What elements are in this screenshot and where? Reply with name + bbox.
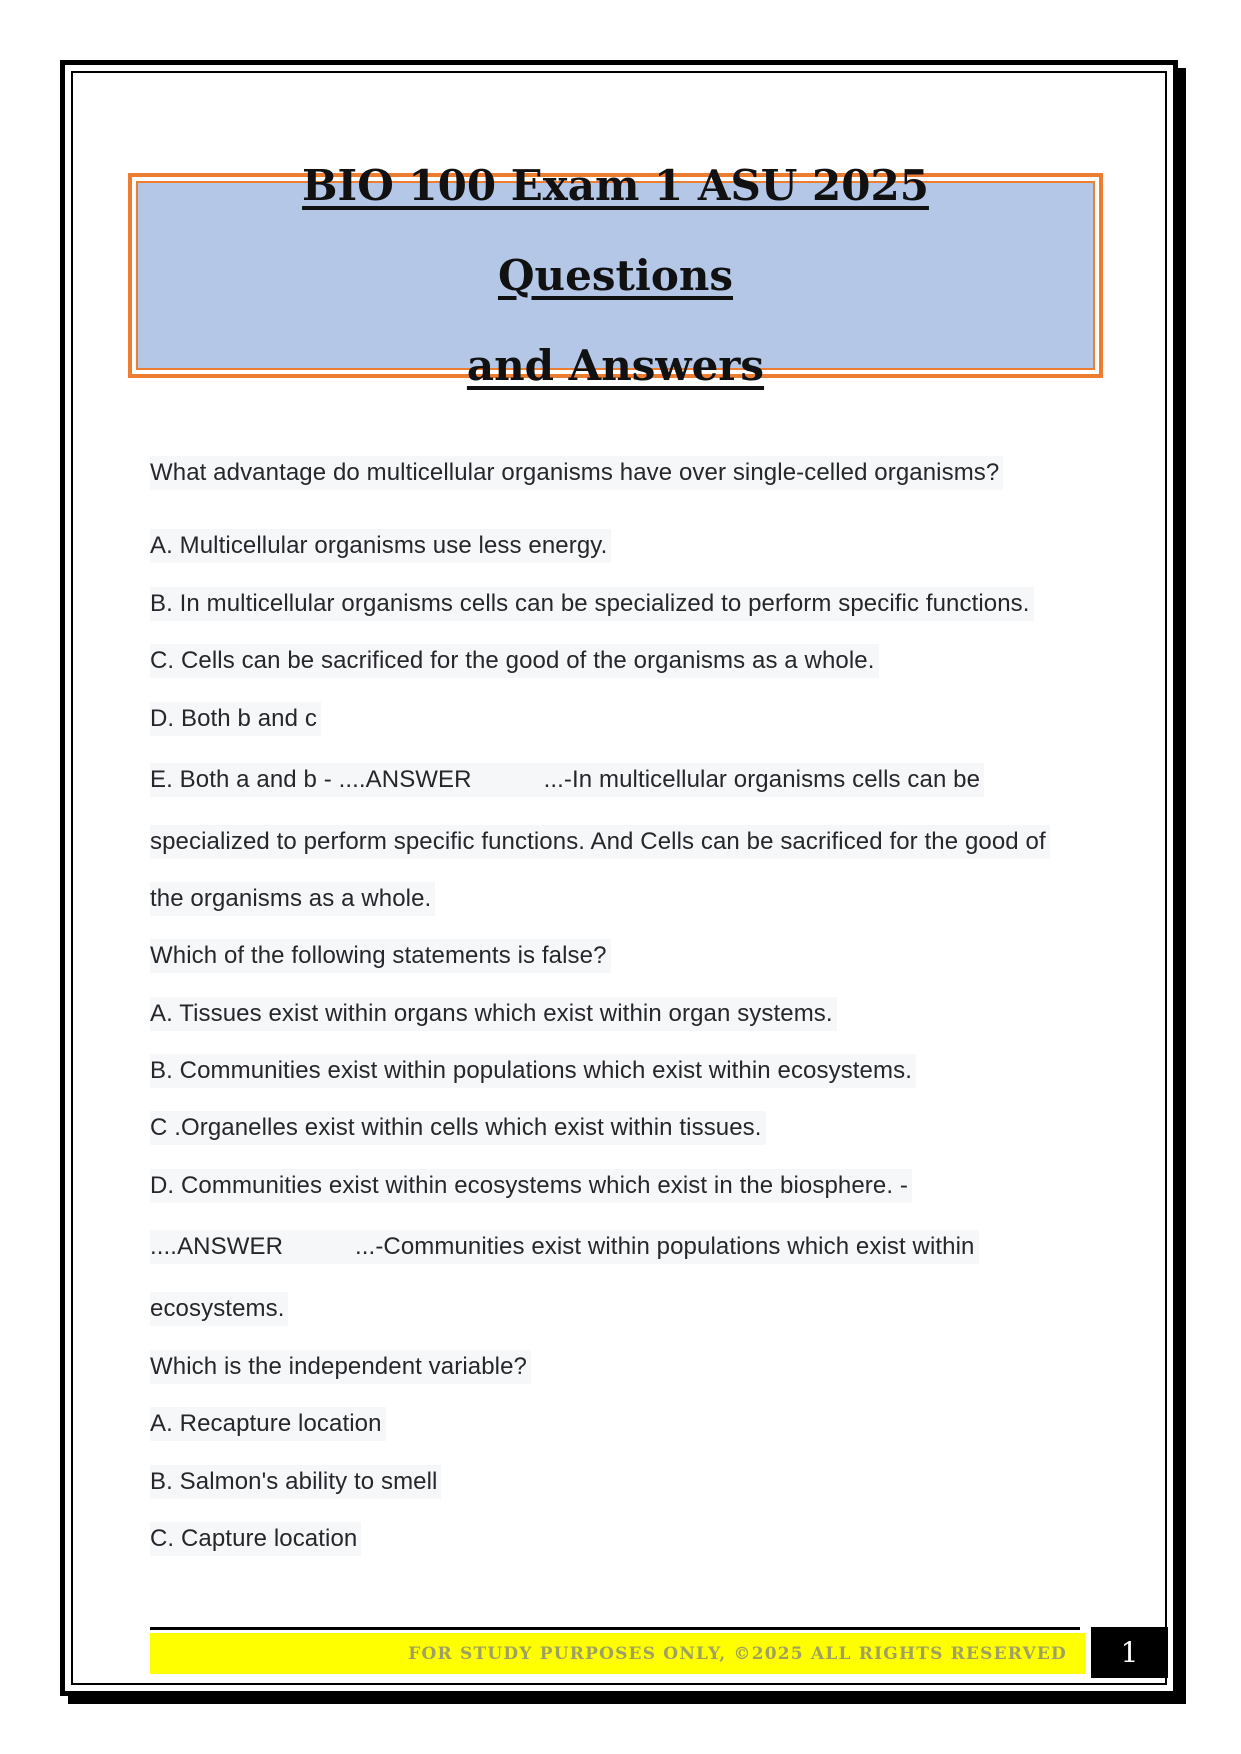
title-box-fill	[136, 160, 1095, 390]
option: B. Communities exist within populations which exist within ecosystems.	[150, 1054, 916, 1088]
question-text: What advantage do multicellular organisms have over single-celled organisms?	[150, 456, 1003, 490]
option: B. Salmon's ability to smell	[150, 1465, 441, 1499]
document-title	[186, 141, 1046, 411]
answer-line	[150, 1230, 979, 1264]
answer-line: specialized to perform specific functions. And Cells can be sacrificed for the good of	[150, 825, 1050, 859]
answer-text: ...-In multicellular organisms cells can be	[543, 766, 981, 793]
answer-line: the organisms as a whole.	[150, 882, 435, 916]
option: D. Communities exist within ecosystems which exist in the biosphere. -	[150, 1169, 912, 1203]
question-text: Which of the following statements is false?	[150, 939, 611, 973]
title-line-1: BIO 100 Exam 1 ASU 2025 Questions	[302, 160, 929, 300]
option: A. Recapture location	[150, 1407, 386, 1441]
title-line-2: and Answers	[466, 340, 765, 390]
title-box	[128, 160, 1103, 390]
question-text: Which is the independent variable?	[150, 1350, 531, 1384]
answer-prefix: E. Both a and b - ....ANSWER	[150, 766, 472, 793]
answer-line	[150, 763, 984, 797]
option: C. Cells can be sacrificed for the good of the organisms as a whole.	[150, 644, 879, 678]
answer-prefix: ....ANSWER	[150, 1233, 284, 1260]
answer-line: ecosystems.	[150, 1292, 288, 1326]
footer-bar	[150, 1633, 1085, 1674]
option: C. Capture location	[150, 1522, 361, 1556]
footer-copyright: FOR STUDY PURPOSES ONLY, ©2025 ALL RIGHTS RESERVED	[408, 1643, 1067, 1664]
page-number: 1	[1091, 1627, 1168, 1678]
option: A. Multicellular organisms use less energy.	[150, 529, 611, 563]
footer-rule	[150, 1627, 1080, 1630]
option: A. Tissues exist within organs which exist within organ systems.	[150, 997, 837, 1031]
option: C .Organelles exist within cells which exist within tissues.	[150, 1111, 766, 1145]
option: B. In multicellular organisms cells can be specialized to perform specific functions.	[150, 587, 1034, 621]
answer-text: ...-Communities exist within populations which exist within	[355, 1233, 975, 1260]
option: D. Both b and c	[150, 702, 321, 736]
